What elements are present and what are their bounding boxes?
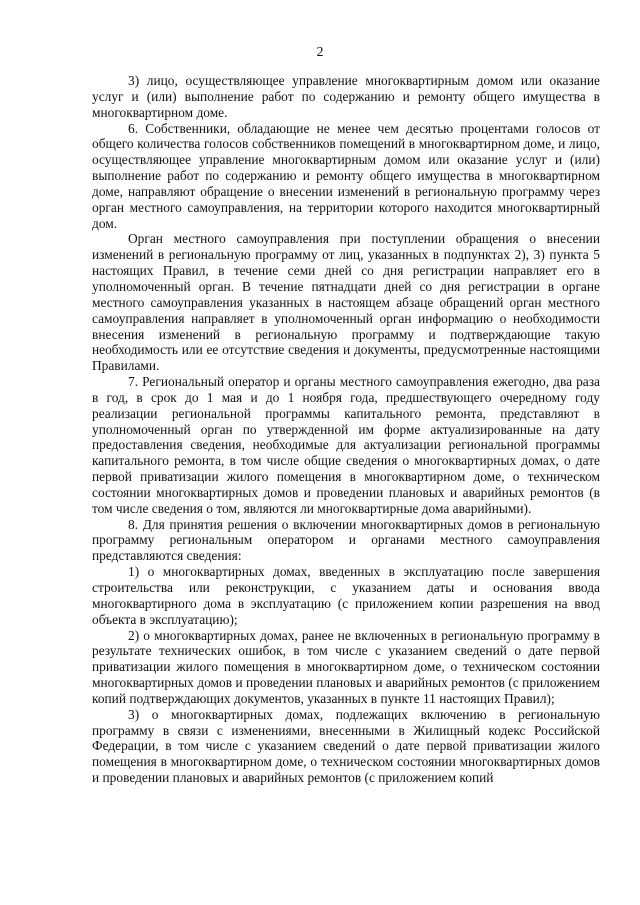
paragraph-item-2: 2) о многоквартирных домах, ранее не включенных в региональную программу в результате технических ошибок, в том числе с указанием сведений о дате первой приватизации жилого помещения в многоквартирном доме, о техническом состоянии многоквартирных домов и проведении плановых и аварийных ремонтов (с приложением копий подтверждающих документов, указанных в пункте 11 настоящих Правил);: [92, 627, 600, 706]
paragraph-item-3-responsible-person: 3) лицо, осуществляющее управление многоквартирным домом или оказание услуг и (или) выполнение работ по содержанию и ремонту общего имущества в многоквартирном доме.: [92, 73, 600, 120]
document-body: [92, 73, 600, 786]
paragraph-clause-6: 6. Собственники, обладающие не менее чем десятью процентами голосов от общего количества голосов собственников помещений в многоквартирном доме, и лицо, осуществляющее управление многоквартирным домом или оказание услуг и (или) выполнение работ по содержанию и ремонту общего имущества в многоквартирном доме, направляют обращение о внесении изменений в региональную программу через орган местного самоуправления, на территории которого находится многоквартирный дом.: [92, 120, 600, 231]
paragraph-item-3: 3) о многоквартирных домах, подлежащих включению в региональную программу в связи с изменениями, внесенными в Жилищный кодекс Российской Федерации, в том числе с указанием сведений о дате первой приватизации жилого помещения в многоквартирном доме, о техническом состоянии многоквартирных домов и проведении плановых и аварийных ремонтов (с приложением копий: [92, 706, 600, 786]
paragraph-item-1: 1) о многоквартирных домах, введенных в эксплуатацию после завершения строительства или реконструкции, с указанием даты и основания ввода многоквартирного дома в эксплуатацию (с приложением копии разрешения на ввод объекта в эксплуатацию);: [92, 564, 600, 627]
paragraph-clause-7: 7. Региональный оператор и органы местного самоуправления ежегодно, два раза в год, в срок до 1 мая и до 1 ноября года, предшествующего очередному году реализации региональной программы капитального ремонта, представляют в уполномоченный орган по утвержденной им форме актуализированные на дату предоставления сведения, необходимые для актуализации региональной программы капитального ремонта, в том числе общие сведения о многоквартирных домах, о дате первой приватизации жилого помещения в многоквартирном доме, о техническом состоянии многоквартирных домов и проведении плановых и аварийных ремонтов (в том числе сведения о том, являются ли многоквартирные дома аварийными).: [92, 374, 600, 516]
paragraph-clause-8: 8. Для принятия решения о включении многоквартирных домов в региональную программу региональным оператором и органами местного самоуправления представляются сведения:: [92, 516, 600, 564]
paragraph-local-authority: Орган местного самоуправления при поступлении обращения о внесении изменений в региональную программу от лиц, указанных в подпунктах 2), 3) пункта 5 настоящих Правил, в течение семи дней со дня регистрации направляет его в уполномоченный орган. В течение пятнадцати дней со дня регистрации в органе местного самоуправления указанных в настоящем абзаце обращений орган местного самоуправления направляет в уполномоченный орган информацию о необходимости внесения изменений в региональную программу и подтверждающие такую необходимость или ее отсутствие сведения и документы, предусмотренные настоящими Правилами.: [92, 231, 600, 374]
page-number: 2: [316, 45, 324, 60]
